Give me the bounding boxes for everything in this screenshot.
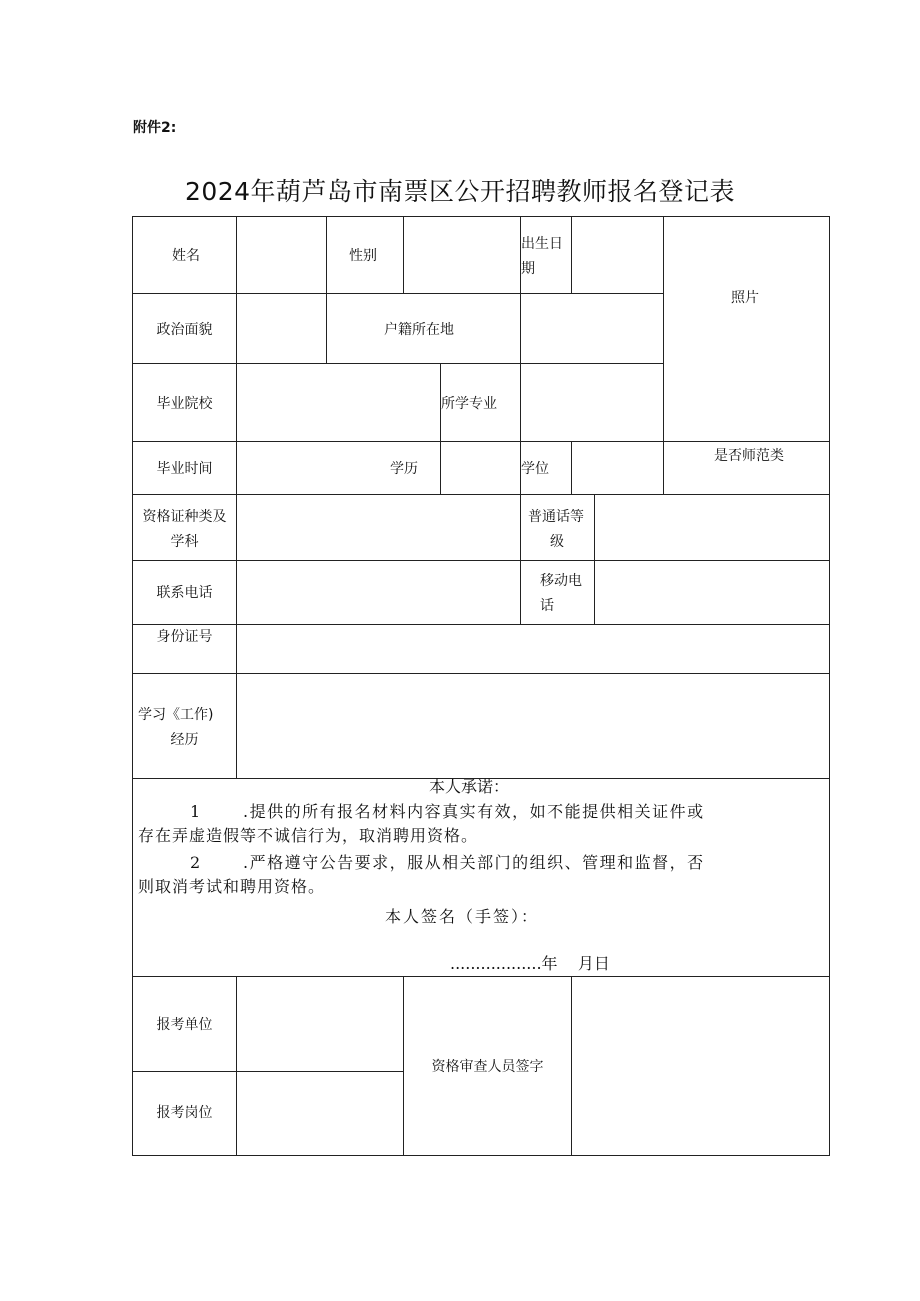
signature-date: ..................年 月日 — [450, 954, 610, 973]
mobile-label-line2: 话 — [540, 598, 554, 614]
politics-label: 政治面貌 — [156, 322, 213, 338]
promise-item2-line1: .严格遵守公告要求，服从相关部门的组织、管理和监督，否 — [243, 853, 705, 872]
promise-item1-number: 1 — [190, 802, 201, 821]
attachment-label: 附件2: — [133, 120, 177, 136]
education-label: 学历 — [390, 461, 418, 477]
resume-label-line1: 学习《工作) — [138, 707, 214, 723]
phone-label: 联系电话 — [156, 585, 213, 601]
signature-label: 本人签名（手签）： — [385, 907, 540, 926]
reviewer-signature-label: 资格审查人员签字 — [431, 1059, 544, 1075]
gender-label: 性别 — [349, 248, 377, 264]
photo-label: 照片 — [731, 290, 759, 306]
grad-time-label: 毕业时间 — [156, 461, 213, 477]
promise-item2-number: 2 — [190, 853, 201, 872]
school-label: 毕业院校 — [156, 396, 213, 412]
apply-unit-label: 报考单位 — [156, 1017, 213, 1033]
mandarin-label-line1: 普通话等 — [528, 509, 584, 525]
apply-post-label: 报考岗位 — [156, 1105, 213, 1121]
promise-item1-line1: .提供的所有报名材料内容真实有效，如不能提供相关证件或 — [243, 802, 705, 821]
major-label: 所学专业 — [441, 396, 497, 412]
mandarin-label-line2: 级 — [550, 534, 564, 550]
degree-label: 学位 — [521, 461, 549, 477]
mobile-label-line1: 移动电 — [540, 573, 582, 589]
birth-label-line1: 出生日 — [521, 236, 563, 252]
name-label: 姓名 — [172, 248, 200, 264]
certificate-label-line1: 资格证种类及 — [142, 509, 227, 525]
id-number-label: 身份证号 — [156, 629, 213, 645]
promise-item1-line2: 存在弄虚造假等不诚信行为，取消聘用资格。 — [138, 826, 479, 845]
page-title: 2024年葫芦岛市南票区公开招聘教师报名登记表 — [184, 177, 736, 206]
household-label: 户籍所在地 — [384, 322, 454, 338]
normal-school-label: 是否师范类 — [714, 448, 784, 464]
resume-label-line2: 经历 — [170, 732, 199, 748]
promise-heading: 本人承诺： — [429, 777, 510, 796]
birth-label-line2: 期 — [521, 261, 535, 277]
promise-item2-line2: 则取消考试和聘用资格。 — [138, 877, 326, 896]
certificate-label-line2: 学科 — [170, 534, 199, 550]
